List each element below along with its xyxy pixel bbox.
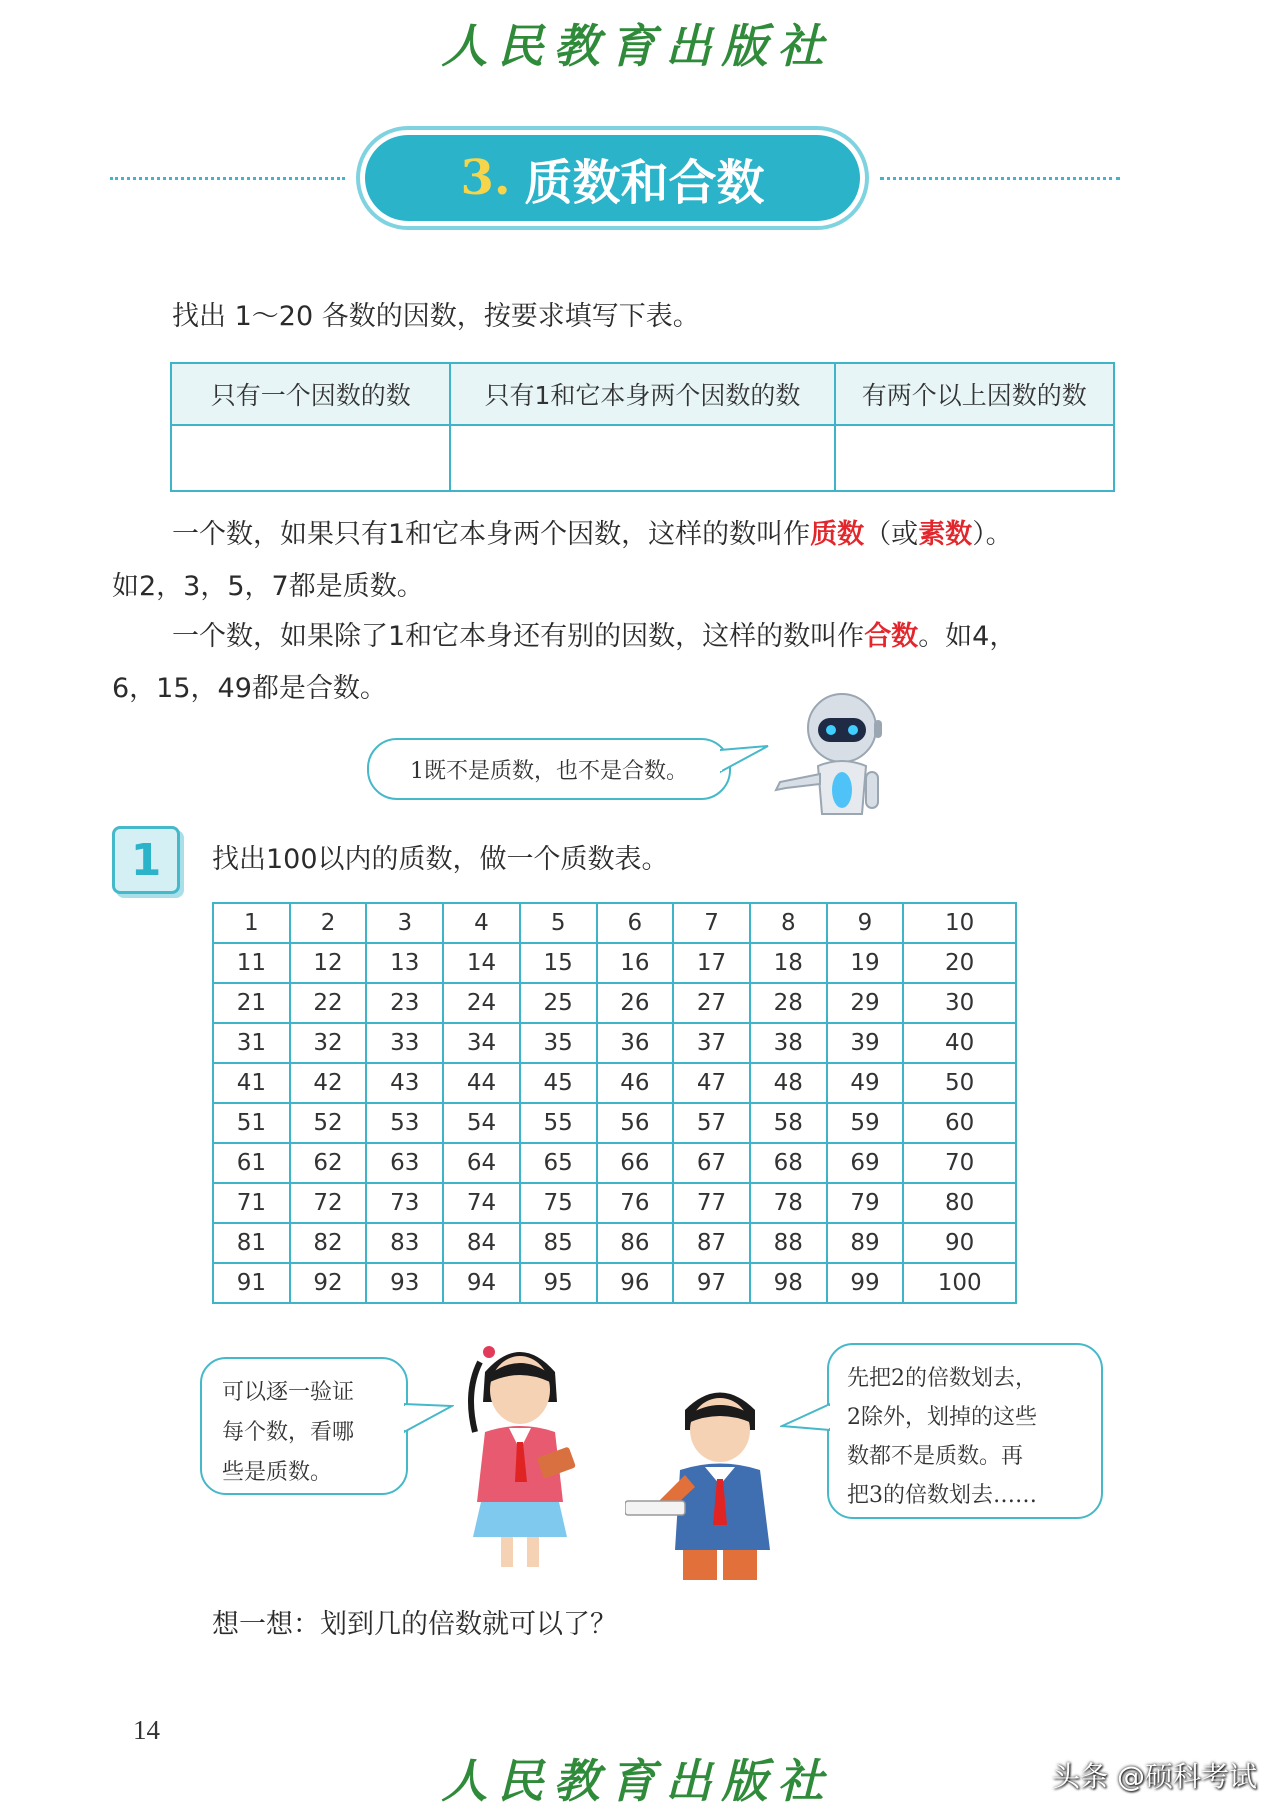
number-cell[interactable]: 19 xyxy=(827,943,904,983)
number-cell[interactable]: 33 xyxy=(366,1023,443,1063)
hundred-chart-row xyxy=(213,983,1016,1023)
hundred-chart-row xyxy=(213,1263,1016,1303)
number-cell[interactable]: 43 xyxy=(366,1063,443,1103)
number-cell[interactable]: 91 xyxy=(213,1263,290,1303)
number-cell[interactable]: 14 xyxy=(443,943,520,983)
boy-bubble-line: 2除外，划掉的这些 xyxy=(847,1405,1037,1430)
number-cell[interactable]: 97 xyxy=(673,1263,750,1303)
number-cell[interactable]: 20 xyxy=(903,943,1016,983)
number-cell[interactable]: 73 xyxy=(366,1183,443,1223)
number-cell[interactable]: 70 xyxy=(903,1143,1016,1183)
number-cell[interactable]: 89 xyxy=(827,1223,904,1263)
factor-table-answer-cell[interactable] xyxy=(450,425,834,491)
number-cell[interactable]: 16 xyxy=(597,943,674,983)
factor-table-header: 有两个以上因数的数 xyxy=(835,363,1114,425)
number-cell[interactable]: 98 xyxy=(750,1263,827,1303)
factor-table-answer-cell[interactable] xyxy=(171,425,450,491)
number-cell[interactable]: 52 xyxy=(290,1103,367,1143)
composite-def-text: 一个数，如果除了1和它本身还有别的因数，这样的数叫作 xyxy=(172,621,865,652)
girl-student-illustration xyxy=(445,1332,595,1572)
hundred-chart-row xyxy=(213,1223,1016,1263)
number-cell[interactable]: 24 xyxy=(443,983,520,1023)
factor-table-header: 只有一个因数的数 xyxy=(171,363,450,425)
exercise-number-badge: 1 xyxy=(112,826,180,894)
number-cell[interactable]: 68 xyxy=(750,1143,827,1183)
number-cell[interactable]: 47 xyxy=(673,1063,750,1103)
number-cell[interactable]: 25 xyxy=(520,983,597,1023)
number-cell[interactable]: 4 xyxy=(443,903,520,943)
number-cell[interactable]: 54 xyxy=(443,1103,520,1143)
number-cell[interactable]: 10 xyxy=(903,903,1016,943)
number-cell[interactable]: 96 xyxy=(597,1263,674,1303)
number-cell[interactable]: 48 xyxy=(750,1063,827,1103)
number-cell[interactable]: 21 xyxy=(213,983,290,1023)
number-cell[interactable]: 37 xyxy=(673,1023,750,1063)
number-cell[interactable]: 82 xyxy=(290,1223,367,1263)
prime-definition xyxy=(172,518,1132,552)
number-cell[interactable]: 9 xyxy=(827,903,904,943)
number-cell[interactable]: 92 xyxy=(290,1263,367,1303)
girl-bubble-line: 可以逐一验证 xyxy=(222,1380,355,1405)
title-dotted-line-right xyxy=(880,177,1120,180)
prime-def-middle: （或 xyxy=(864,519,919,550)
number-cell[interactable]: 69 xyxy=(827,1143,904,1183)
number-cell[interactable]: 66 xyxy=(597,1143,674,1183)
page-number: 14 xyxy=(133,1715,160,1745)
number-cell[interactable]: 2 xyxy=(290,903,367,943)
number-cell[interactable]: 17 xyxy=(673,943,750,983)
number-cell[interactable]: 28 xyxy=(750,983,827,1023)
think-question: 想一想：划到几的倍数就可以了？ xyxy=(212,1609,617,1640)
hundred-chart-row xyxy=(213,1183,1016,1223)
number-cell[interactable]: 29 xyxy=(827,983,904,1023)
number-cell[interactable]: 100 xyxy=(903,1263,1016,1303)
number-cell[interactable]: 60 xyxy=(903,1103,1016,1143)
robot-speech-bubble xyxy=(367,738,731,800)
number-cell[interactable]: 40 xyxy=(903,1023,1016,1063)
number-cell[interactable]: 38 xyxy=(750,1023,827,1063)
section-title-banner xyxy=(110,135,1120,225)
girl-speech-bubble xyxy=(200,1357,408,1495)
number-cell[interactable]: 49 xyxy=(827,1063,904,1103)
factor-table-header-row xyxy=(171,363,1114,425)
number-cell[interactable]: 35 xyxy=(520,1023,597,1063)
hundred-chart-row xyxy=(213,903,1016,943)
number-cell[interactable]: 72 xyxy=(290,1183,367,1223)
number-cell[interactable]: 94 xyxy=(443,1263,520,1303)
factor-table-answer-cell[interactable] xyxy=(835,425,1114,491)
number-cell[interactable]: 23 xyxy=(366,983,443,1023)
number-cell[interactable]: 71 xyxy=(213,1183,290,1223)
robot-bubble-tail xyxy=(720,740,770,780)
number-cell[interactable]: 62 xyxy=(290,1143,367,1183)
publisher-footer: 人民教育出版社 xyxy=(441,1754,834,1808)
composite-def-after: 。如4， xyxy=(918,621,1017,652)
boy-bubble-line: 把3的倍数划去…… xyxy=(847,1483,1037,1508)
number-cell[interactable]: 56 xyxy=(597,1103,674,1143)
robot-illustration xyxy=(770,690,890,820)
factor-table-answer-row xyxy=(171,425,1114,491)
number-cell[interactable]: 84 xyxy=(443,1223,520,1263)
girl-bubble-line: 些是质数。 xyxy=(222,1460,333,1485)
number-cell[interactable]: 6 xyxy=(597,903,674,943)
number-cell[interactable]: 15 xyxy=(520,943,597,983)
hundred-chart-row xyxy=(213,943,1016,983)
hundred-chart-row xyxy=(213,1023,1016,1063)
number-cell[interactable]: 30 xyxy=(903,983,1016,1023)
number-cell[interactable]: 81 xyxy=(213,1223,290,1263)
boy-speech-bubble xyxy=(827,1343,1103,1519)
girl-bubble-line: 每个数，看哪 xyxy=(222,1420,355,1445)
number-cell[interactable]: 51 xyxy=(213,1103,290,1143)
number-cell[interactable]: 78 xyxy=(750,1183,827,1223)
hundred-chart-row xyxy=(213,1143,1016,1183)
number-cell[interactable]: 44 xyxy=(443,1063,520,1103)
number-cell[interactable]: 53 xyxy=(366,1103,443,1143)
number-cell[interactable]: 95 xyxy=(520,1263,597,1303)
number-cell[interactable]: 31 xyxy=(213,1023,290,1063)
number-cell[interactable]: 63 xyxy=(366,1143,443,1183)
number-cell[interactable]: 7 xyxy=(673,903,750,943)
prime-term: 质数 xyxy=(810,519,865,550)
boy-bubble-line: 先把2的倍数划去， xyxy=(847,1366,1037,1391)
number-cell[interactable]: 57 xyxy=(673,1103,750,1143)
number-cell[interactable]: 12 xyxy=(290,943,367,983)
robot-note-text: 1既不是质数，也不是合数。 xyxy=(410,758,688,784)
hundred-chart xyxy=(212,902,1017,1304)
number-cell[interactable]: 50 xyxy=(903,1063,1016,1103)
number-cell[interactable]: 36 xyxy=(597,1023,674,1063)
number-cell[interactable]: 77 xyxy=(673,1183,750,1223)
exercise-instruction: 找出100以内的质数，做一个质数表。 xyxy=(212,844,669,875)
section-title-text: 质数和合数 xyxy=(524,154,765,211)
number-cell[interactable]: 75 xyxy=(520,1183,597,1223)
number-cell[interactable]: 32 xyxy=(290,1023,367,1063)
number-cell[interactable]: 11 xyxy=(213,943,290,983)
publisher-header: 人民教育出版社 xyxy=(441,19,834,73)
number-cell[interactable]: 61 xyxy=(213,1143,290,1183)
factor-table-header: 只有1和它本身两个因数的数 xyxy=(450,363,834,425)
number-cell[interactable]: 85 xyxy=(520,1223,597,1263)
prime-examples: 如2，3，5，7都是质数。 xyxy=(112,571,424,602)
number-cell[interactable]: 3 xyxy=(366,903,443,943)
factor-table xyxy=(170,362,1115,492)
number-cell[interactable]: 46 xyxy=(597,1063,674,1103)
number-cell[interactable]: 80 xyxy=(903,1183,1016,1223)
number-cell[interactable]: 45 xyxy=(520,1063,597,1103)
composite-term: 合数 xyxy=(864,621,919,652)
number-cell[interactable]: 74 xyxy=(443,1183,520,1223)
number-cell[interactable]: 5 xyxy=(520,903,597,943)
prime-def-after: ）。 xyxy=(972,519,1013,550)
number-cell[interactable]: 58 xyxy=(750,1103,827,1143)
number-cell[interactable]: 39 xyxy=(827,1023,904,1063)
boy-bubble-tail xyxy=(780,1400,830,1440)
intro-instruction: 找出 1～20 各数的因数，按要求填写下表。 xyxy=(172,301,700,332)
number-cell[interactable]: 55 xyxy=(520,1103,597,1143)
number-cell[interactable]: 65 xyxy=(520,1143,597,1183)
watermark: 头条 @硕科考试 xyxy=(1052,1760,1257,1793)
number-cell[interactable]: 8 xyxy=(750,903,827,943)
number-cell[interactable]: 22 xyxy=(290,983,367,1023)
prime-alt-term: 素数 xyxy=(918,519,973,550)
number-cell[interactable]: 27 xyxy=(673,983,750,1023)
number-cell[interactable]: 88 xyxy=(750,1223,827,1263)
number-cell[interactable]: 59 xyxy=(827,1103,904,1143)
number-cell[interactable]: 34 xyxy=(443,1023,520,1063)
hundred-chart-row xyxy=(213,1063,1016,1103)
boy-bubble-line: 数都不是质数。再 xyxy=(847,1444,1024,1469)
composite-examples: 6，15，49都是合数。 xyxy=(112,673,387,704)
number-cell[interactable]: 87 xyxy=(673,1223,750,1263)
number-cell[interactable]: 86 xyxy=(597,1223,674,1263)
number-cell[interactable]: 83 xyxy=(366,1223,443,1263)
number-cell[interactable]: 79 xyxy=(827,1183,904,1223)
number-cell[interactable]: 1 xyxy=(213,903,290,943)
number-cell[interactable]: 76 xyxy=(597,1183,674,1223)
prime-def-text: 一个数，如果只有1和它本身两个因数，这样的数叫作 xyxy=(172,519,811,550)
section-title xyxy=(365,135,860,221)
composite-definition xyxy=(172,620,1132,654)
number-cell[interactable]: 42 xyxy=(290,1063,367,1103)
title-dotted-line-left xyxy=(110,177,345,180)
number-cell[interactable]: 99 xyxy=(827,1263,904,1303)
section-number: 3. xyxy=(460,150,511,206)
hundred-chart-row xyxy=(213,1103,1016,1143)
number-cell[interactable]: 18 xyxy=(750,943,827,983)
number-cell[interactable]: 13 xyxy=(366,943,443,983)
number-cell[interactable]: 26 xyxy=(597,983,674,1023)
number-cell[interactable]: 64 xyxy=(443,1143,520,1183)
number-cell[interactable]: 67 xyxy=(673,1143,750,1183)
number-cell[interactable]: 41 xyxy=(213,1063,290,1103)
number-cell[interactable]: 93 xyxy=(366,1263,443,1303)
number-cell[interactable]: 90 xyxy=(903,1223,1016,1263)
